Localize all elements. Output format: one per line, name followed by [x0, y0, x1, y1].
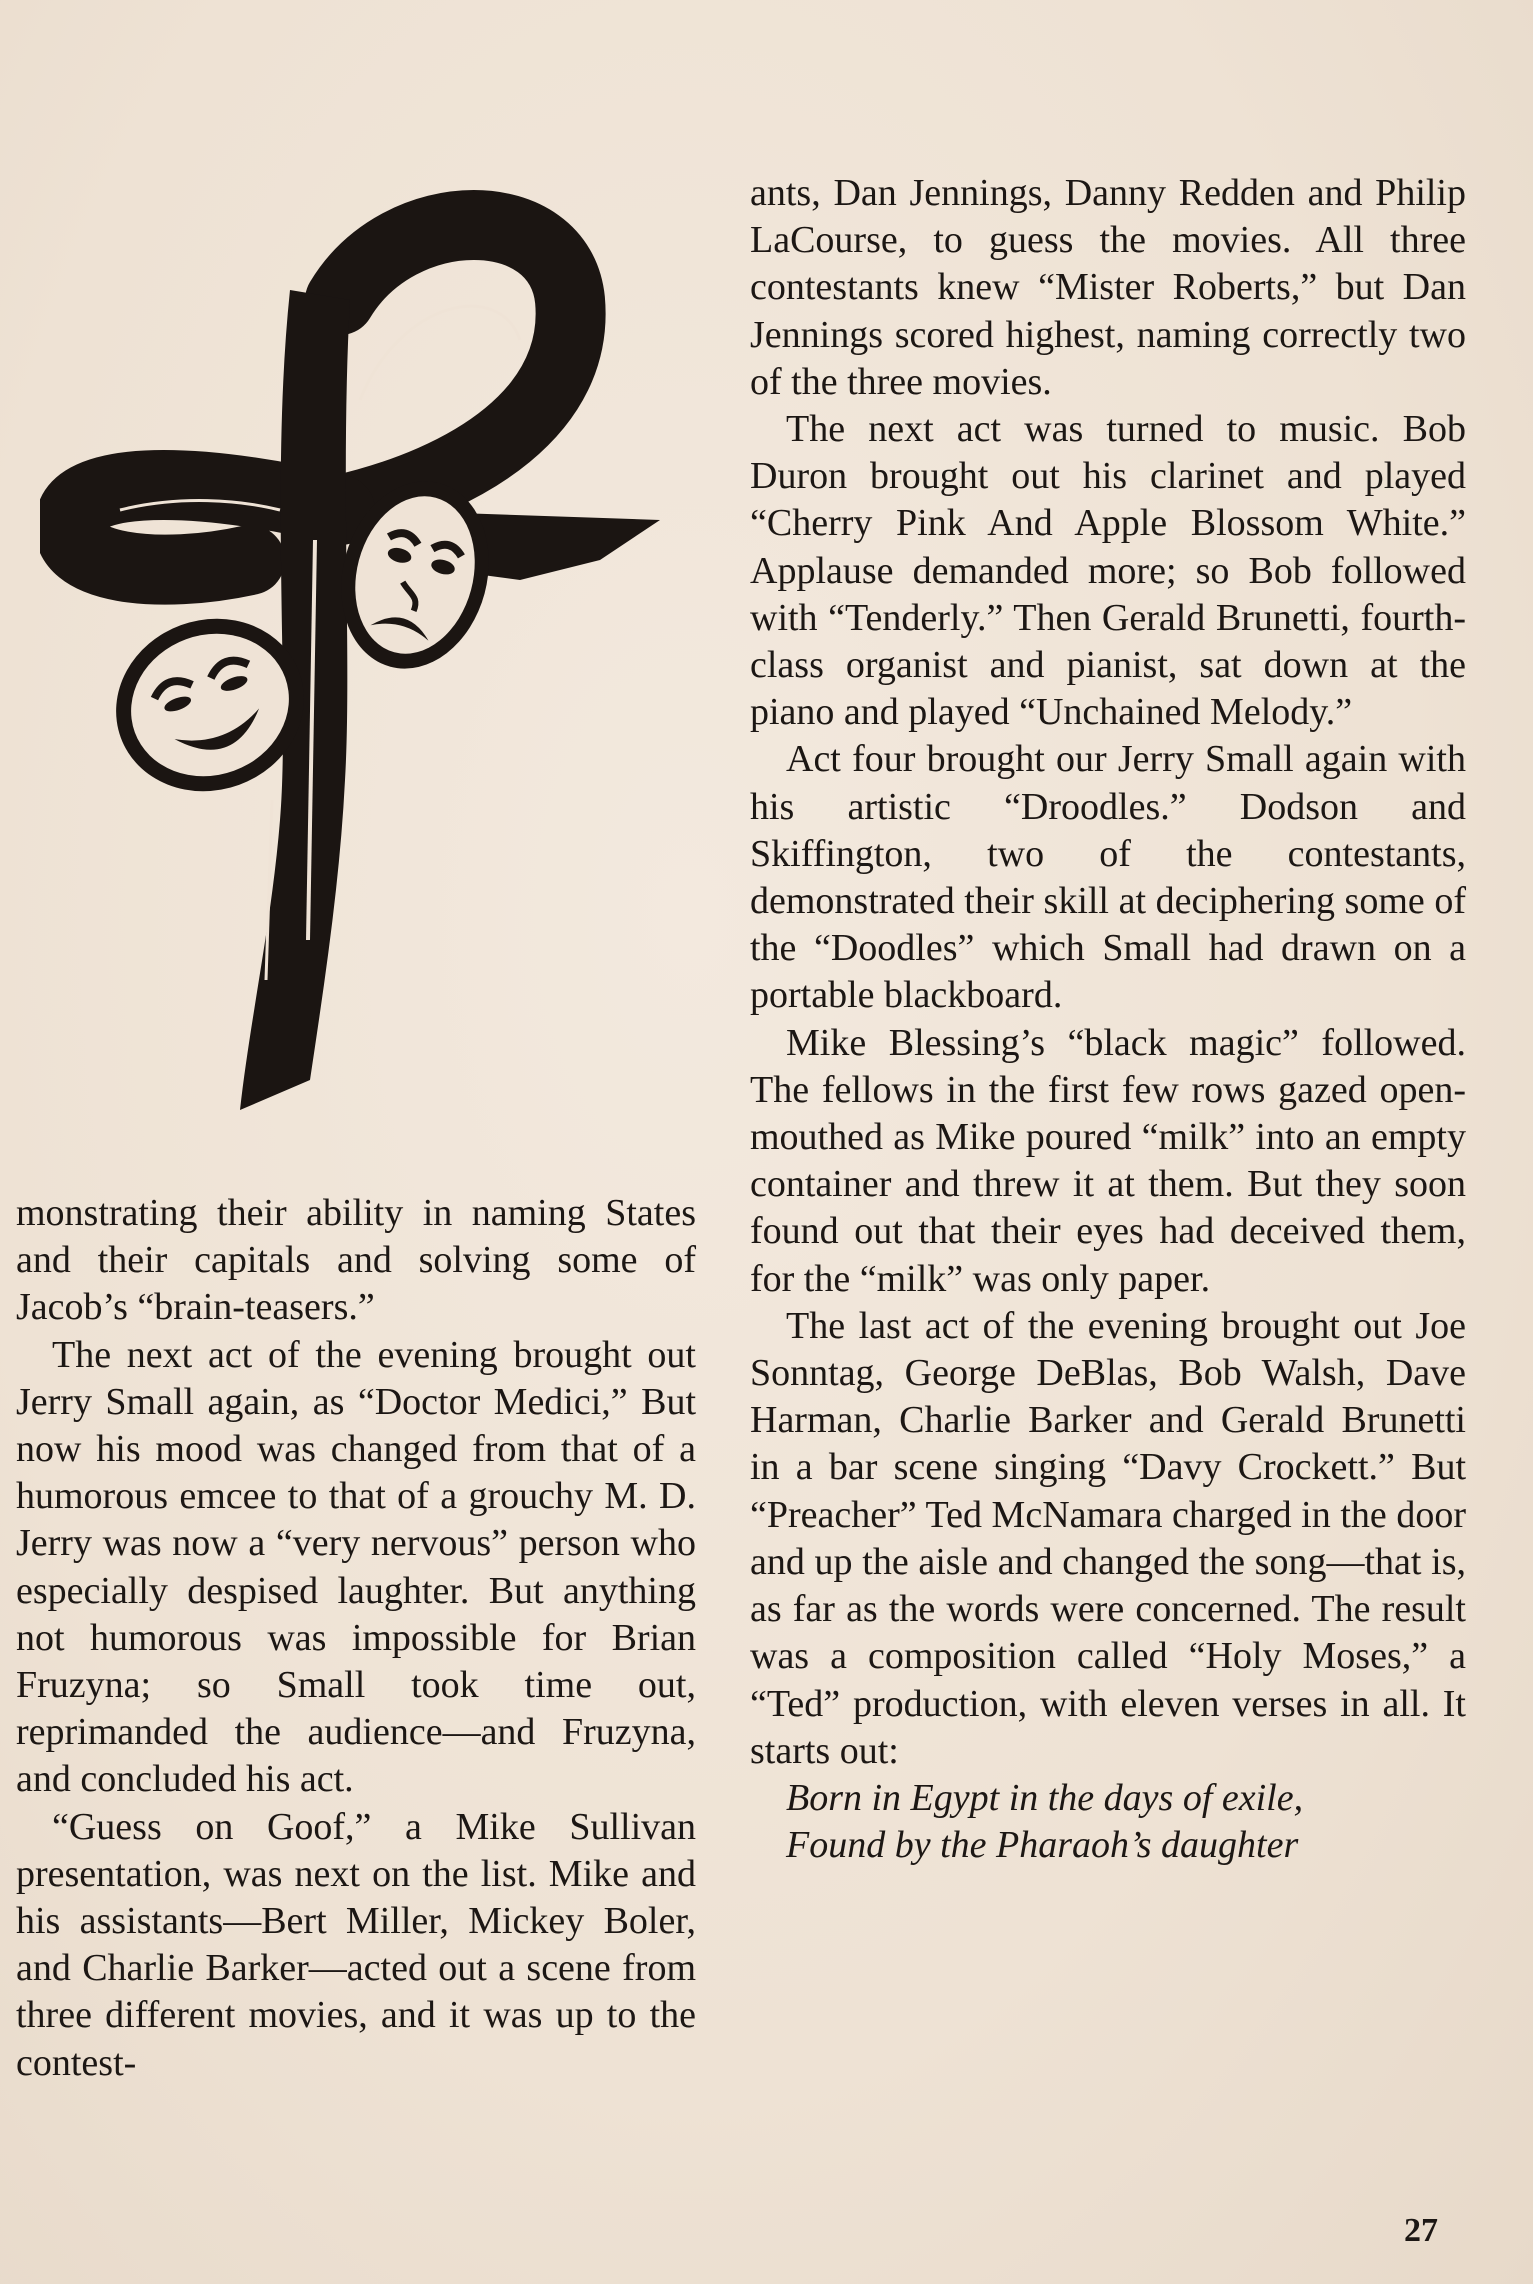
paragraph: Act four brought our Jerry Small again with his artistic “Droodles.” Dodson and Skiffington, two of the contestants, demonstrated their skill at deciphering some of the “Doodles” which Small had drawn on a portable blackboard.: [750, 738, 1466, 1017]
left-column-text: [16, 1190, 696, 2087]
paragraph: “Guess on Goof,” a Mike Sullivan presentation, was next on the list. Mike and his assistants—Bert Miller, Mickey Boler, and Charlie Barker—acted out a scene from three different movies, and it was up to the contest-: [16, 1805, 696, 2084]
paragraph: Mike Blessing’s “black magic” followed. The fellows in the first few rows gazed open-mouthed as Mike poured “milk” into an empty container and threw it at them. But they soon found out that their eyes had deceived them, for the “milk” was only paper.: [750, 1021, 1466, 1300]
paragraph: monstrating their ability in naming States and their capitals and solving some of Jacob’s “brain-teasers.”: [16, 1192, 696, 1329]
paragraph: The last act of the evening brought out Joe Sonntag, George DeBlas, Bob Walsh, Dave Harman, Charlie Barker and Gerald Brunetti in a bar scene singing “Davy Crockett.” But “Preacher” Ted McNamara charged in the door and up the aisle and changed the song—that is, as far as the words were concerned. The result was a composition called “Holy Moses,” a “Ted” production, with eleven verses in all. It starts out:: [750, 1304, 1466, 1772]
verse-line: Found by the Pharaoh’s daughter: [786, 1824, 1299, 1867]
paragraph: ants, Dan Jennings, Danny Redden and Philip LaCourse, to guess the movies. All three contestants knew “Mister Roberts,” but Dan Jennings scored highest, naming correctly two of the three movies.: [750, 172, 1466, 403]
comedy-tragedy-masks-ribbon-icon: [40, 180, 680, 1120]
page-number: 27: [1404, 2212, 1438, 2249]
paragraph: The next act of the evening brought out Jerry Small again, as “Doctor Medici,” But now his mood was changed from that of a humorous emcee to that of a grouchy M. D. Jerry was now a “very nervous” person who especially despised laughter. But anything not humorous was impossible for Brian Fruzyna; so Small took time out, reprimanded the audience—and Fruzyna, and concluded his act.: [16, 1333, 696, 1801]
right-column-text: [750, 170, 1466, 1869]
paragraph: The next act was turned to music. Bob Duron brought out his clarinet and played “Cherry Pink And Apple Blossom White.” Applause demanded more; so Bob followed with “Tenderly.” Then Gerald Brunetti, fourth-class organist and pianist, sat down at the piano and played “Unchained Melody.”: [750, 408, 1466, 734]
verse-line: Born in Egypt in the days of exile,: [786, 1776, 1304, 1819]
